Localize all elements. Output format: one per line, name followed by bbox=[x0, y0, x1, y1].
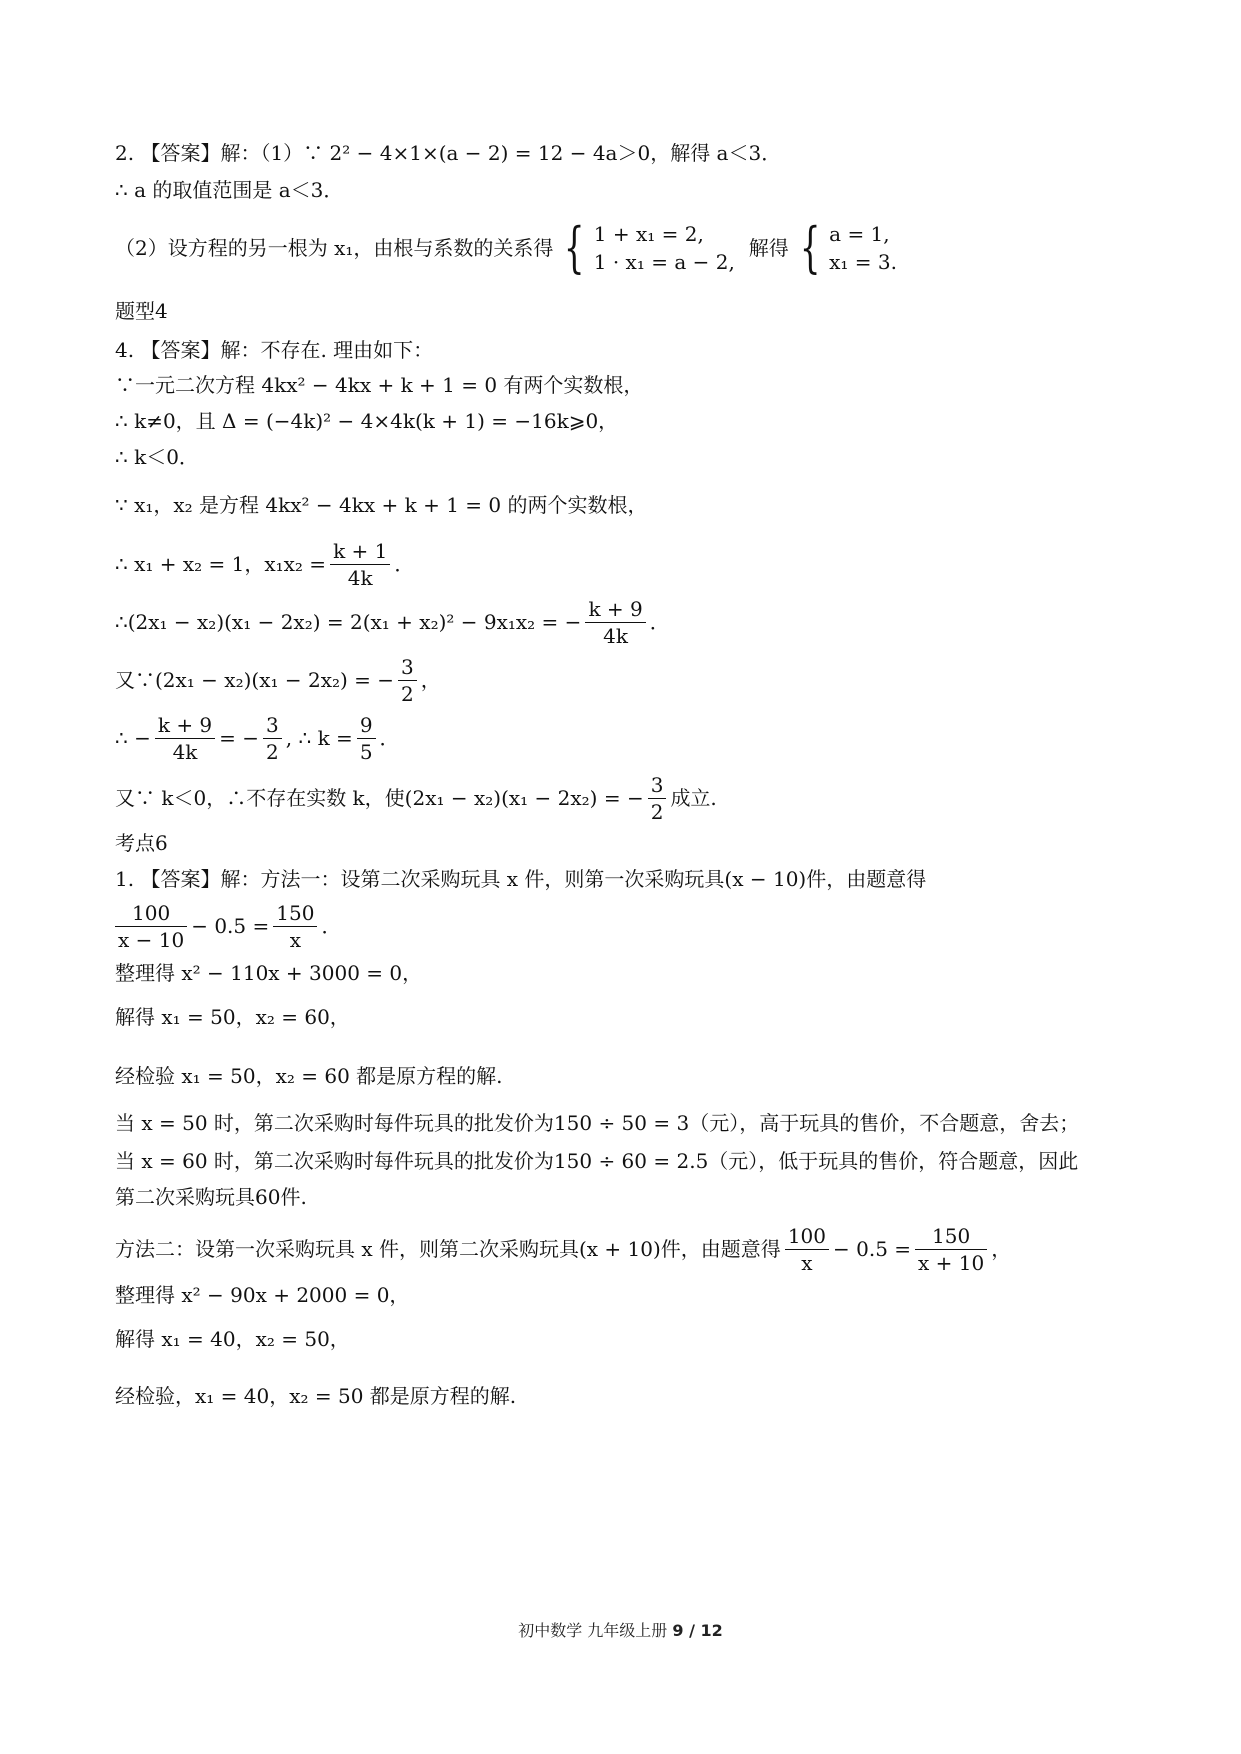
section-heading-tx4: 题型4 bbox=[115, 299, 168, 323]
q1-line-4: 解得 x₁ = 50，x₂ = 60， bbox=[115, 1005, 350, 1029]
q1-line-7: 当 x = 60 时，第二次采购时每件玩具的批发价为150 ÷ 60 = 2.5（元），低于玩具的售价，符合题意，因此 bbox=[115, 1149, 1079, 1173]
q4-line-4: ∴ k＜0． bbox=[115, 445, 199, 469]
q1-line-8: 第二次采购玩具60件. bbox=[115, 1185, 307, 1209]
system-1-row-1: 1 + x₁ = 2, bbox=[593, 222, 704, 246]
q4-line-9: ∴ − $\frac{k + 9}{4k}$ = − $\frac{3}{2}$ , ∴ k = $\frac{9}{5}$ ． bbox=[115, 712, 400, 764]
system-1-row-2: 1 · x₁ = a − 2, bbox=[593, 250, 735, 274]
q2-line-3 bbox=[115, 218, 1131, 278]
q4-line-6: ∴ x₁ + x₂ = 1，x₁x₂ = $\frac{k + 1}{4k}$ ． bbox=[115, 538, 415, 590]
q1-line-3: 整理得 x² − 110x + 3000 = 0， bbox=[115, 961, 423, 985]
q4-line-1: 4. 【答案】解：不存在. 理由如下： bbox=[115, 338, 434, 362]
q1-line-6: 当 x = 50 时，第二次采购时每件玩具的批发价为150 ÷ 50 = 3（元），高于玩具的售价，不合题意，舍去； bbox=[115, 1111, 1080, 1135]
fraction-3-over-2-c: $\frac{3}{2}$ bbox=[648, 772, 667, 825]
fraction-100-over-x-minus-10: $\frac{100}{x - 10}$ bbox=[115, 900, 187, 953]
equation-system-2: { a = 1, x₁ = 3. bbox=[799, 216, 898, 279]
fraction-3-over-2: $\frac{3}{2}$ bbox=[398, 654, 417, 707]
q4-line-10: 又∵ k＜0，∴不存在实数 k，使(2x₁ − x₂)(x₁ − 2x₂) = − $\frac{3}{2}$ 成立. bbox=[115, 772, 717, 824]
fraction-9-over-5: $\frac{9}{5}$ bbox=[357, 712, 376, 765]
equation-system-1: { 1 + x₁ = 2, 1 · x₁ = a − 2, bbox=[564, 216, 735, 279]
page-footer bbox=[0, 1618, 1241, 1641]
q1-line-11: 解得 x₁ = 40，x₂ = 50， bbox=[115, 1327, 350, 1351]
q2-part2-text: （2）设方程的另一根为 x₁，由根与系数的关系得 bbox=[115, 236, 554, 260]
fraction-k-plus-9-over-4k: $\frac{k + 9}{4k}$ bbox=[585, 596, 645, 649]
q1-line-2: $\frac{100}{x - 10}$ − 0.5 = $\frac{150}{x}$ ． bbox=[115, 898, 1131, 954]
fraction-150-over-x: $\frac{150}{x}$ bbox=[273, 900, 317, 953]
q1-line-10: 整理得 x² − 90x + 2000 = 0， bbox=[115, 1283, 410, 1307]
q4-line-5: ∵ x₁，x₂ 是方程 4kx² − 4kx + k + 1 = 0 的两个实数根， bbox=[115, 493, 648, 517]
fraction-3-over-2-b: $\frac{3}{2}$ bbox=[263, 712, 282, 765]
q4-line-2: ∵一元二次方程 4kx² − 4kx + k + 1 = 0 有两个实数根， bbox=[115, 373, 644, 397]
q1-line-12: 经检验，x₁ = 40，x₂ = 50 都是原方程的解. bbox=[115, 1384, 517, 1408]
q4-line-8: 又∵(2x₁ − x₂)(x₁ − 2x₂) = − $\frac{3}{2}$ ， bbox=[115, 654, 441, 706]
q2-solve-text: 解得 bbox=[748, 236, 789, 260]
fraction-150-over-x-plus-10: $\frac{150}{x + 10}$ bbox=[915, 1223, 987, 1276]
q4-line-7: ∴(2x₁ − x₂)(x₁ − 2x₂) = 2(x₁ + x₂)² − 9x₁x₂ = − $\frac{k + 9}{4k}$ ． bbox=[115, 596, 670, 648]
fraction-k-plus-9-over-4k-b: $\frac{k + 9}{4k}$ bbox=[155, 712, 215, 765]
section-heading-kd6: 考点6 bbox=[115, 831, 168, 855]
q1-line-9: 方法二：设第一次采购玩具 x 件，则第二次采购玩具(x + 10)件，由题意得 $\frac{100}{x}$ − 0.5 = $\frac{150}{x + 10}$ ， bbox=[115, 1223, 1012, 1275]
fraction-100-over-x: $\frac{100}{x}$ bbox=[785, 1223, 829, 1276]
q1-line-1: 1. 【答案】解：方法一：设第二次采购玩具 x 件，则第一次采购玩具(x − 10)件，由题意得 bbox=[115, 867, 927, 891]
q4-line-3: ∴ k≠0，且 Δ = (−4k)² − 4×4k(k + 1) = −16k⩾0， bbox=[115, 409, 619, 433]
system-2-row-2: x₁ = 3. bbox=[829, 250, 898, 274]
system-2-row-1: a = 1, bbox=[829, 222, 890, 246]
fraction-k-plus-1-over-4k: $\frac{k + 1}{4k}$ bbox=[330, 538, 390, 591]
q2-line-2: ∴ a 的取值范围是 a＜3． bbox=[115, 178, 344, 202]
q2-line-1: 2. 【答案】解：（1）∵ 2² − 4×1×(a − 2) = 12 − 4a＞0，解得 a＜3． bbox=[115, 141, 782, 165]
footer-title: 初中数学 九年级上册 bbox=[518, 1621, 673, 1640]
q1-line-5: 经检验 x₁ = 50，x₂ = 60 都是原方程的解. bbox=[115, 1064, 503, 1088]
page-number: 9 / 12 bbox=[672, 1621, 723, 1640]
